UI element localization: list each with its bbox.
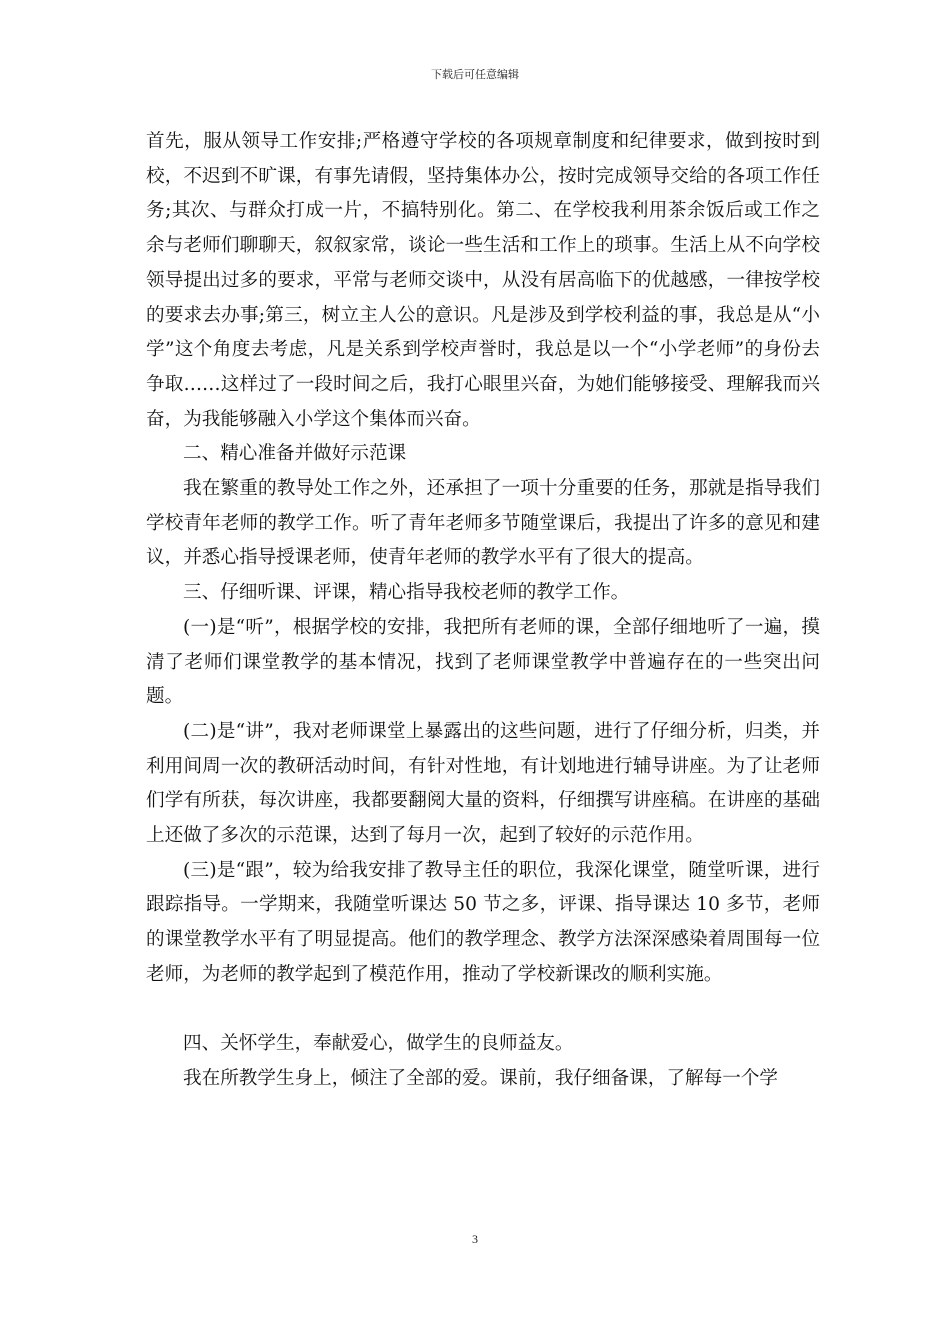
section-heading-3: 三、仔细听课、评课，精心指导我校老师的教学工作。 bbox=[183, 582, 630, 604]
section-heading-2: 二、精心准备并做好示范课 bbox=[183, 443, 407, 465]
paragraph-2: 我在繁重的教导处工作之外，还承担了一项十分重要的任务，那就是指导我们学校青年老师的教学工作。听了青年老师多节随堂课后，我提出了许多的意见和建议，并悉心指导授课老师，使青年老师的教学水平有了很大的提高。 bbox=[146, 478, 820, 569]
body-text bbox=[146, 125, 820, 1097]
section-heading-4: 四、关怀学生，奉献爱心，做学生的良师益友。 bbox=[183, 1033, 574, 1055]
page-number: 3 bbox=[472, 1232, 478, 1246]
paragraph-3-1: (一)是“听”，根据学校的安排，我把所有老师的课，全部仔细地听了一遍，摸清了老师们课堂教学的基本情况，找到了老师课堂教学中普遍存在的一些突出问题。 bbox=[146, 616, 820, 708]
paragraph-1: 首先，服从领导工作安排;严格遵守学校的各项规章制度和纪律要求，做到按时到校，不迟到不旷课，有事先请假，坚持集体办公，按时完成领导交给的各项工作任务;其次、与群众打成一片，不搞特别化。第二、在学校我利用茶余饭后或工作之余与老师们聊聊天，叙叙家常，谈论一些生活和工作上的琐事。生活上从不向学校领导提出过多的要求，平常与老师交谈中，从没有居高临下的优越感，一律按学校的要求去办事;第三，树立主人公的意识。凡是涉及到学校利益的事，我总是从“小学”这个角度去考虑，凡是关系到学校声誉时，我总是以一个“小学老师”的身份去争取……这样过了一段时间之后，我打心眼里兴奋，为她们能够接受、理解我而兴奋，为我能够融入小学这个集体而兴奋。 bbox=[146, 131, 820, 430]
paragraph-3-2: (二)是“讲”，我对老师课堂上暴露出的这些问题，进行了仔细分析，归类，并利用间周一次的教研活动时间，有针对性地，有计划地进行辅导讲座。为了让老师们学有所获，每次讲座，我都要翻阅大量的资料，仔细撰写讲座稿。在讲座的基础上还做了多次的示范课，达到了每月一次，起到了较好的示范作用。 bbox=[146, 720, 820, 847]
paragraph-3-3: (三)是“跟”，较为给我安排了教导主任的职位，我深化课堂，随堂听课，进行跟踪指导。一学期来，我随堂听课达 50 节之多，评课、指导课达 10 多节，老师的课堂教学水平有了明显提高。他们的教学理念、教学方法深深感染着周围每一位老师，为老师的教学起到了模范作用，推动了学校新课改的顺利实施。 bbox=[146, 859, 820, 985]
paragraph-4: 我在所教学生身上，倾注了全部的爱。课前，我仔细备课，了解每一个学 bbox=[183, 1067, 779, 1089]
page-header: 下载后可任意编辑 bbox=[431, 68, 519, 81]
